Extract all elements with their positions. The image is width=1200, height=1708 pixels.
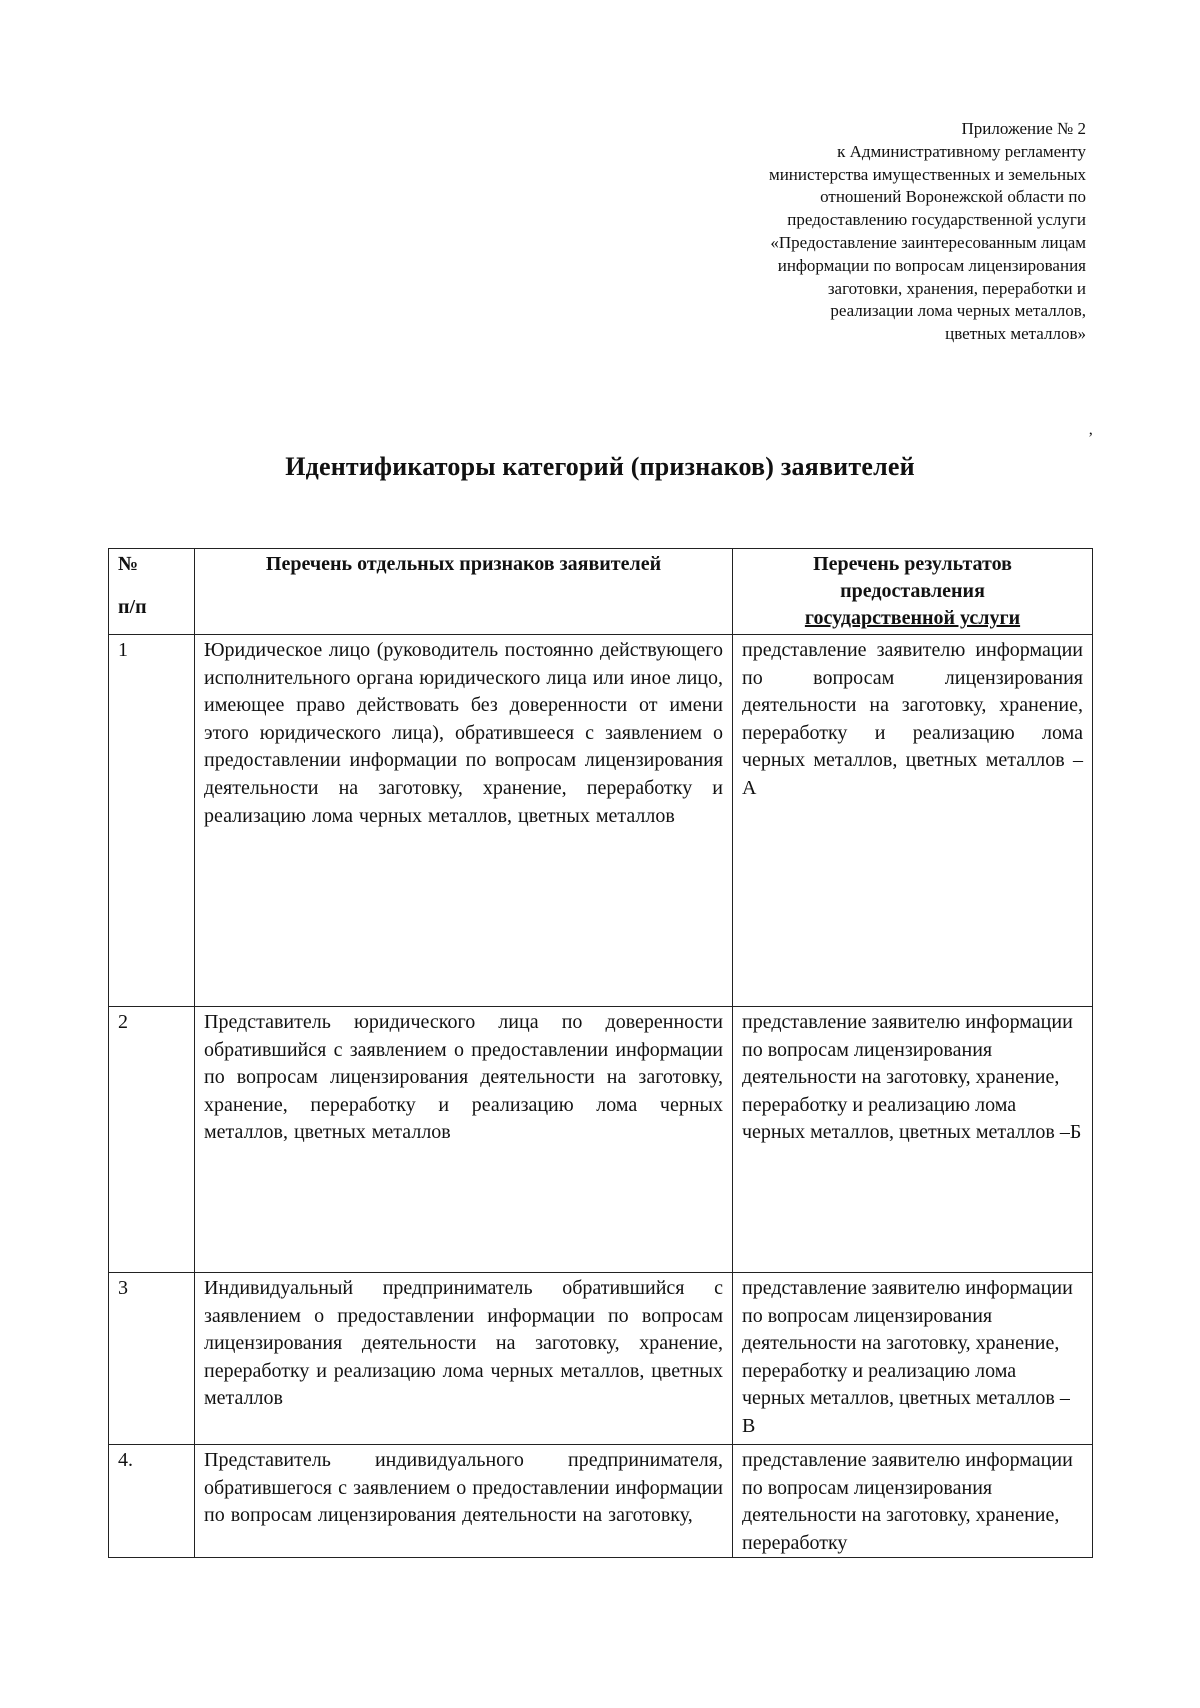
applicant-categories-table [108, 548, 1093, 1558]
annex-line: министерства имущественных и земельных [768, 164, 1086, 184]
row-result: представление заявителю информации по вопросам лицензирования деятельности на заготовку, хранение, переработку и реализацию лома черных металлов, цветных металлов –В [733, 1273, 1093, 1445]
header-number-abbr: п/п [118, 596, 147, 618]
row-result: представление заявителю информации по вопросам лицензирования деятельности на заготовку, хранение, переработку и реализацию лома черных металлов, цветных металлов –А [733, 635, 1093, 1007]
row-sign: Индивидуальный предприниматель обратившийся с заявлением о предоставлении информации по вопросам лицензирования деятельности на заготовку, хранение, переработку и реализацию лома черных металлов, цветных металлов [195, 1273, 733, 1445]
scan-speck: ’ [1088, 430, 1094, 447]
annex-line: реализации лома черных металлов, [830, 301, 1086, 321]
header-number [109, 549, 195, 635]
row-number: 1 [109, 635, 195, 1007]
table-row [109, 635, 1093, 1007]
annex-line: отношений Воронежской области по [820, 187, 1086, 207]
row-number: 4. [109, 1445, 195, 1558]
annex-reference [666, 118, 1086, 346]
table-row [109, 1445, 1093, 1558]
annex-line: информации по вопросам лицензирования [777, 255, 1086, 275]
header-results [733, 549, 1093, 635]
row-sign: Представитель юридического лица по доверенности обратившийся с заявлением о предоставлении информации по вопросам лицензирования деятельности на заготовку, хранение, переработку и реализацию лома черных металлов, цветных металлов [195, 1007, 733, 1273]
header-number-symbol: № [118, 553, 139, 575]
header-results-line: Перечень результатов [813, 553, 1012, 575]
header-results-line: предоставления [840, 580, 985, 602]
document-title: Идентификаторы категорий (признаков) заявителей [285, 452, 915, 481]
row-sign: Представитель индивидуального предпринимателя, обратившегося с заявлением о предоставлении информации по вопросам лицензирования деятельности на заготовку, [195, 1445, 733, 1558]
row-sign: Юридическое лицо (руководитель постоянно действующего исполнительного органа юридического лица или иное лицо, имеющее право действовать без доверенности от имени этого юридического лица), обратившееся с заявлением о предоставлении информации по вопросам лицензирования деятельности на заготовку, хранение, переработку и реализацию лома черных металлов, цветных металлов [195, 635, 733, 1007]
table-row [109, 1273, 1093, 1445]
header-signs: Перечень отдельных признаков заявителей [195, 549, 733, 635]
table-row [109, 1007, 1093, 1273]
annex-line: Приложение № 2 [961, 119, 1086, 138]
row-result: представление заявителю информации по вопросам лицензирования деятельности на заготовку, хранение, переработку [733, 1445, 1093, 1558]
annex-line: к Административному регламенту [837, 141, 1086, 161]
header-results-line: государственной услуги [804, 607, 1021, 629]
annex-line: заготовки, хранения, переработки и [827, 278, 1086, 298]
annex-line: «Предоставление заинтересованным лицам [770, 232, 1086, 252]
row-number: 3 [109, 1273, 195, 1445]
table-header-row [109, 549, 1093, 635]
row-result: представление заявителю информации по вопросам лицензирования деятельности на заготовку, хранение, переработку и реализацию лома черных металлов, цветных металлов –Б [733, 1007, 1093, 1273]
annex-line: предоставлению государственной услуги [787, 210, 1086, 230]
annex-line: цветных металлов» [945, 324, 1086, 344]
row-number: 2 [109, 1007, 195, 1273]
